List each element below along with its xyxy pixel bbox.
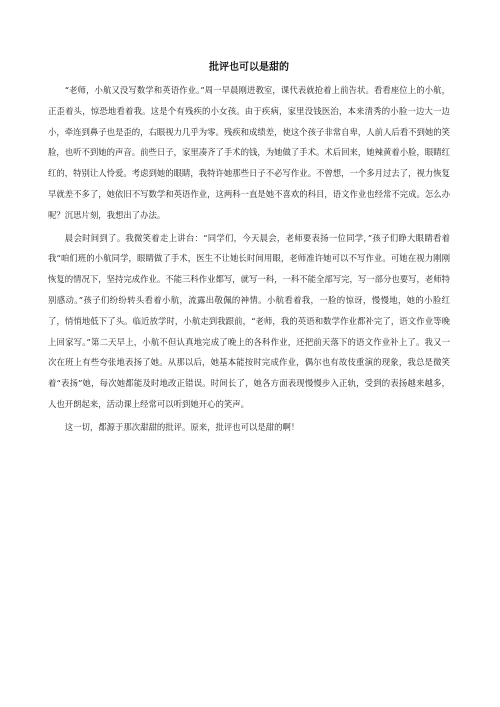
- paragraph-2: 晨会时间到了。我微笑着走上讲台：“同学们，今天晨会，老师要表扬一位同学，”孩子们睁大眼睛看着我“咱们班的小航同学，眼睛做了手术，医生不让她长时间用眼，老师准许她可以不写作业。可她在视力刚刚恢复的情况下，坚持完成作业。不能三科作业都写，就写一科，一科不能全部写完，写一部分也要写，老师特别感动。”孩子们纷纷转头看着小航，流露出敬佩的神情。小航看着我，一脸的惊讶，慢慢地，她的小脸红了，悄悄地低下了头。临近放学时，小航走到我跟前，“老师，我的英语和数学作业都补完了，语文作业等晚上回家写。”第二天早上，小航不但认真地完成了晚上的各科作业，还把前天落下的语文作业补上了。我又一次在班上有些夸张地表扬了她。从那以后，她基本能按时完成作业，偶尔也有故伎重演的现象，我总是微笑着“表扬”她，每次她都能及时地改正错误。时间长了，她各方面表现慢慢步入正轨，受到的表扬越来越多，人也开朗起来，活动课上经常可以听到她开心的笑声。: [48, 232, 450, 409]
- document-page: [48, 58, 450, 440]
- document-title: 批评也可以是甜的: [209, 62, 289, 73]
- paragraph-3: 这一切，都源于那次甜甜的批评。原来，批评也可以是甜的啊！: [64, 421, 300, 432]
- paragraph-1: “老师，小航又没写数学和英语作业。”周一早晨刚进教室，课代表就抢着上前告状。看看座位上的小航，正歪着头，惊恐地看着我。这是个有残疾的小女孩。由于疾病，家里没钱医治，本来清秀的小脸一边大一边小，牵连到鼻子也是歪的，右眼视力几乎为零。残疾和成绩差，使这个孩子非常自卑，人前人后看不到她的笑脸，也听不到她的声音。前些日子，家里凑齐了手术的钱，为她做了手术。术后回来，她辣黄着小脸，眼睛红红的，特别让人怜爱。考虑到她的眼睛，我特许她那些日子不必写作业。不曾想，一个多月过去了，视力恢复早就差不多了，她依旧不写数学和英语作业，这两科一直是她不喜欢的科目，语文作业也经常不完成。怎么办呢？沉思片刻，我想出了办法。: [48, 85, 450, 220]
